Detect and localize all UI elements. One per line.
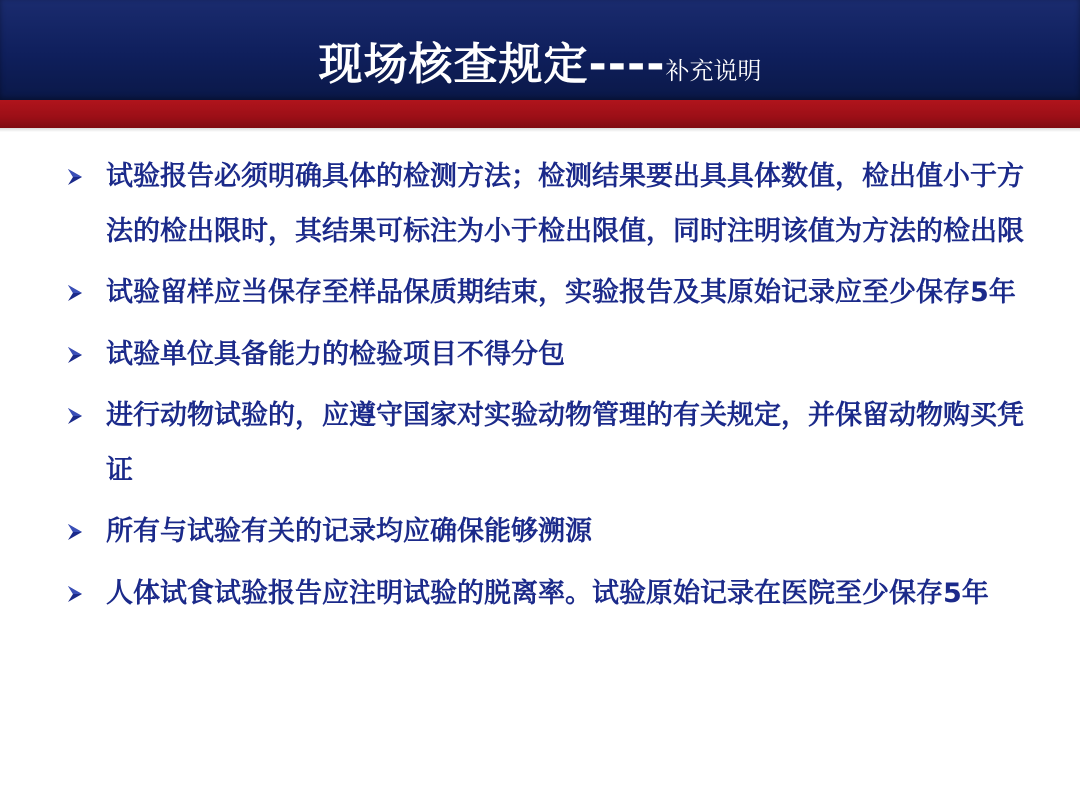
title-dashes: ----: [588, 39, 666, 90]
arrow-chevron-right-icon: [64, 405, 86, 427]
list-item: [64, 328, 1024, 383]
list-item: [64, 567, 1024, 622]
arrow-chevron-right-icon: [64, 282, 86, 304]
list-item-text: 试验留样应当保存至样品保质期结束，实验报告及其原始记录应至少保存5年: [106, 277, 1016, 308]
list-item: [64, 150, 1024, 259]
list-item: [64, 266, 1024, 321]
red-accent-band: [0, 100, 1080, 128]
list-item: [64, 389, 1024, 498]
arrow-chevron-right-icon: [64, 583, 86, 605]
list-item-text: 试验报告必须明确具体的检测方法；检测结果要出具具体数值，检出值小于方法的检出限时，其结果可标注为小于检出限值，同时注明该值为方法的检出限: [106, 161, 1024, 247]
list-item-text: 试验单位具备能力的检验项目不得分包: [106, 338, 565, 370]
arrow-chevron-right-icon: [64, 166, 86, 188]
arrow-chevron-right-icon: [64, 521, 86, 543]
arrow-chevron-right-icon: [64, 344, 86, 366]
list-item-text: 人体试食试验报告应注明试验的脱离率。试验原始记录在医院至少保存5年: [106, 577, 989, 609]
page-title: [0, 28, 1080, 92]
title-subtitle: 补充说明: [665, 57, 762, 85]
list-item: [64, 505, 1024, 560]
bullet-list: [64, 150, 1024, 628]
title-main: 现场核查规定: [318, 39, 589, 90]
band-divider: [0, 128, 1080, 132]
list-item-text: 所有与试验有关的记录均应确保能够溯源: [106, 516, 592, 547]
list-item-text: 进行动物试验的，应遵守国家对实验动物管理的有关规定，并保留动物购买凭证: [106, 400, 1024, 486]
